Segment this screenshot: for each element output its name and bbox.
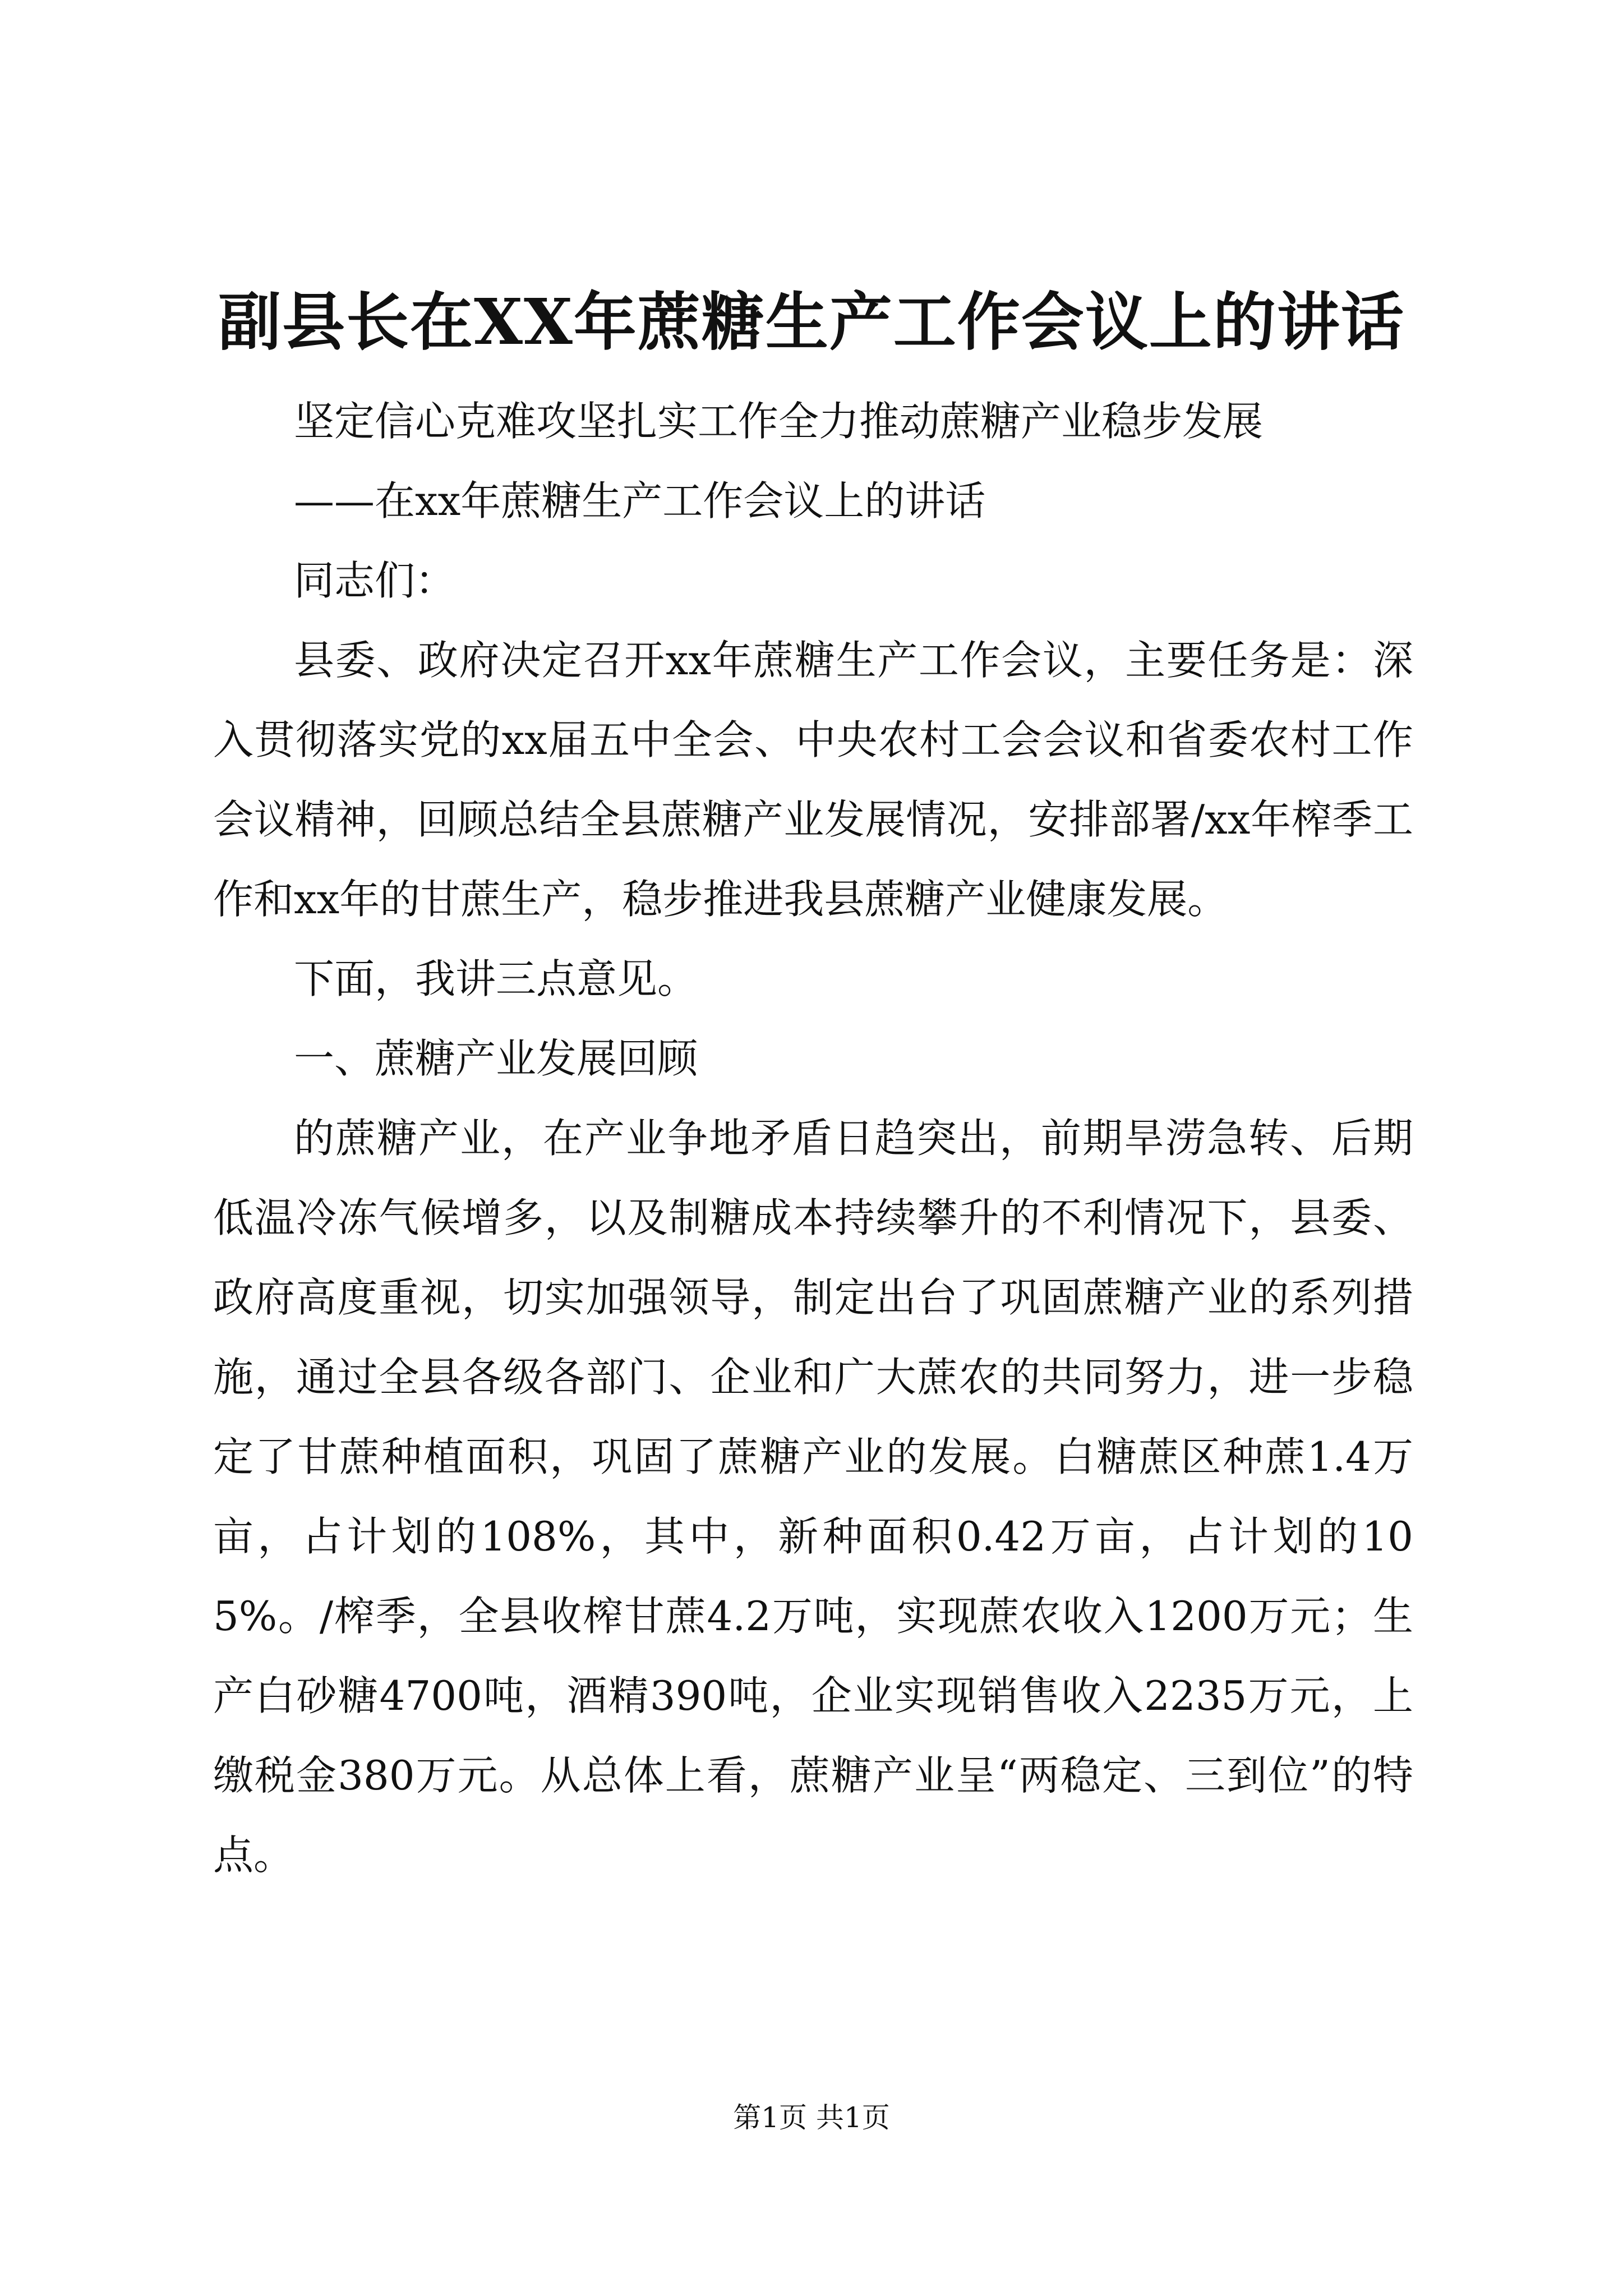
subtitle-secondary: ——在xx年蔗糖生产工作会议上的讲话 <box>294 477 986 524</box>
paragraph-review: 的蔗糖产业，在产业争地矛盾日趋突出，前期旱涝急转、后期低温冷冻气候增多，以及制糖成本持续攀升的不利情况下，县委、政府高度重视，切实加强领导，制定出台了巩固蔗糖产业的系列措施，通过全县各级各部门、企业和广大蔗农的共同努力，进一步稳定了甘蔗种植面积，巩固了蔗糖产业的发展。白糖蔗区种蔗1.4万亩，占计划的108%，其中，新种面积0.42万亩，占计划的105%。/榨季，全县收榨甘蔗4.2万吨，实现蔗农收入1200万元；生产白砂糖4700吨，酒精390吨，企业实现销售收入2235万元，上缴税金380万元。从总体上看，蔗糖产业呈“两稳定、三到位”的特点。 <box>213 1115 1413 1879</box>
subtitle: 坚定信心克难攻坚扎实工作全力推动蔗糖产业稳步发展 <box>294 398 1264 445</box>
section-heading-1: 一、蔗糖产业发展回顾 <box>294 1035 698 1082</box>
document-title: 副县长在XX年蔗糖生产工作会议上的讲话 <box>218 286 1405 359</box>
salutation: 同志们： <box>294 557 456 604</box>
paragraph-intro: 县委、政府决定召开xx年蔗糖生产工作会议，主要任务是：深入贯彻落实党的xx届五中全会、中央农村工会会议和省委农村工作会议精神，回顾总结全县蔗糖产业发展情况，安排部署/xx年榨季工作和xx年的甘蔗生产，稳步推进我县蔗糖产业健康发展。 <box>213 637 1413 923</box>
page-footer: 第1页 共1页 <box>733 2101 890 2134</box>
paragraph-outline: 下面，我讲三点意见。 <box>294 955 698 1002</box>
document-body <box>213 381 1413 1895</box>
